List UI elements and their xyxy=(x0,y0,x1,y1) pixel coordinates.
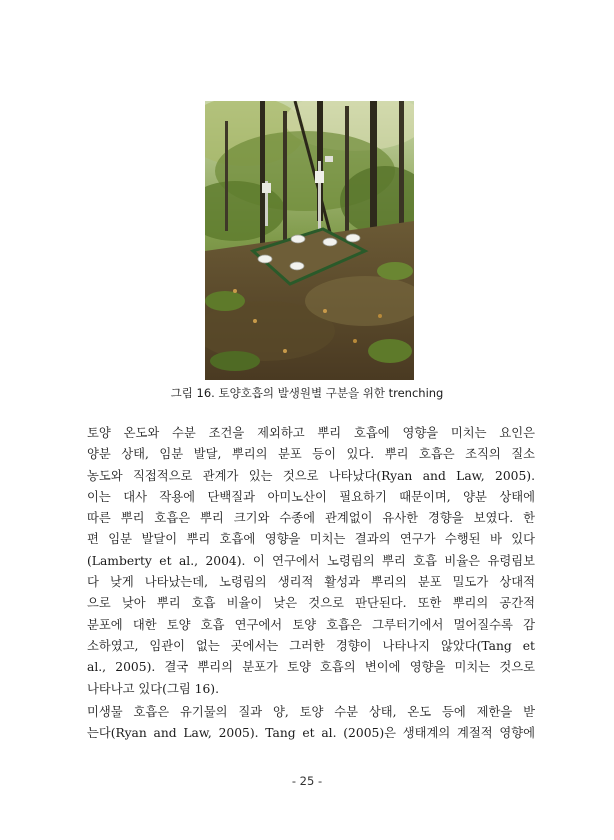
text-line: 따른 뿌리 호흡은 뿌리 크기와 수종에 관계없이 유사한 경향을 보였다. 한 xyxy=(87,511,535,526)
text-line: 나타나고 있다(그림 16). xyxy=(87,681,219,696)
trenching-photo xyxy=(205,101,414,380)
text-line: al., 2005). 결국 뿌리의 분포가 토양 호흡의 변이에 영향을 미치는 것으로 xyxy=(87,660,535,675)
text-line: (Lamberty et al., 2004). 이 연구에서 노령림의 뿌리 호흡 비율은 유령림보 xyxy=(87,553,535,568)
text-line: 이는 대사 작용에 단백질과 아미노산이 필요하기 때문이며, 양분 상태에 xyxy=(87,489,535,504)
text-line: 미생물 호흡은 유기물의 질과 양, 토양 수분 상태, 온도 등에 제한을 받 xyxy=(87,704,535,719)
figure-caption: 그림 16. 토양호흡의 발생원별 구분을 위한 trenching xyxy=(170,386,444,400)
text-line: 는다(Ryan and Law, 2005). Tang et al. (2005)은 생태계의 계절적 영향에 xyxy=(87,726,535,741)
body-text xyxy=(87,423,535,744)
text-line: 농도와 직접적으로 관계가 있는 것으로 나타났다(Ryan and Law, 2005). xyxy=(87,468,535,483)
text-line: 으로 낮아 뿌리 호흡 비율이 낮은 것으로 판단된다. 또한 뿌리의 공간적 xyxy=(87,596,535,611)
paragraph-2 xyxy=(87,702,535,745)
text-line: 분포에 대한 토양 호흡 연구에서 토양 호흡은 그루터기에서 멀어질수록 감 xyxy=(87,617,535,632)
text-line: 토양 온도와 수분 조건을 제외하고 뿌리 호흡에 영향을 미치는 요인은 xyxy=(87,426,535,440)
paragraph-1 xyxy=(87,423,535,700)
text-line: 소하였고, 임관이 없는 곳에서는 그러한 경향이 나타나지 않았다(Tang et xyxy=(87,638,535,653)
text-line: 편 임분 발달이 뿌리 호흡에 영향을 미치는 결과의 연구가 수행된 바 있다 xyxy=(87,532,535,547)
text-line: 다 낮게 나타났는데, 노령림의 생리적 활성과 뿌리의 분포 밀도가 상대적 xyxy=(87,575,535,590)
page-number: - 25 - xyxy=(291,774,323,788)
text-line: 양분 상태, 임분 발달, 뿌리의 분포 등이 있다. 뿌리 호흡은 조직의 질소 xyxy=(87,447,535,462)
